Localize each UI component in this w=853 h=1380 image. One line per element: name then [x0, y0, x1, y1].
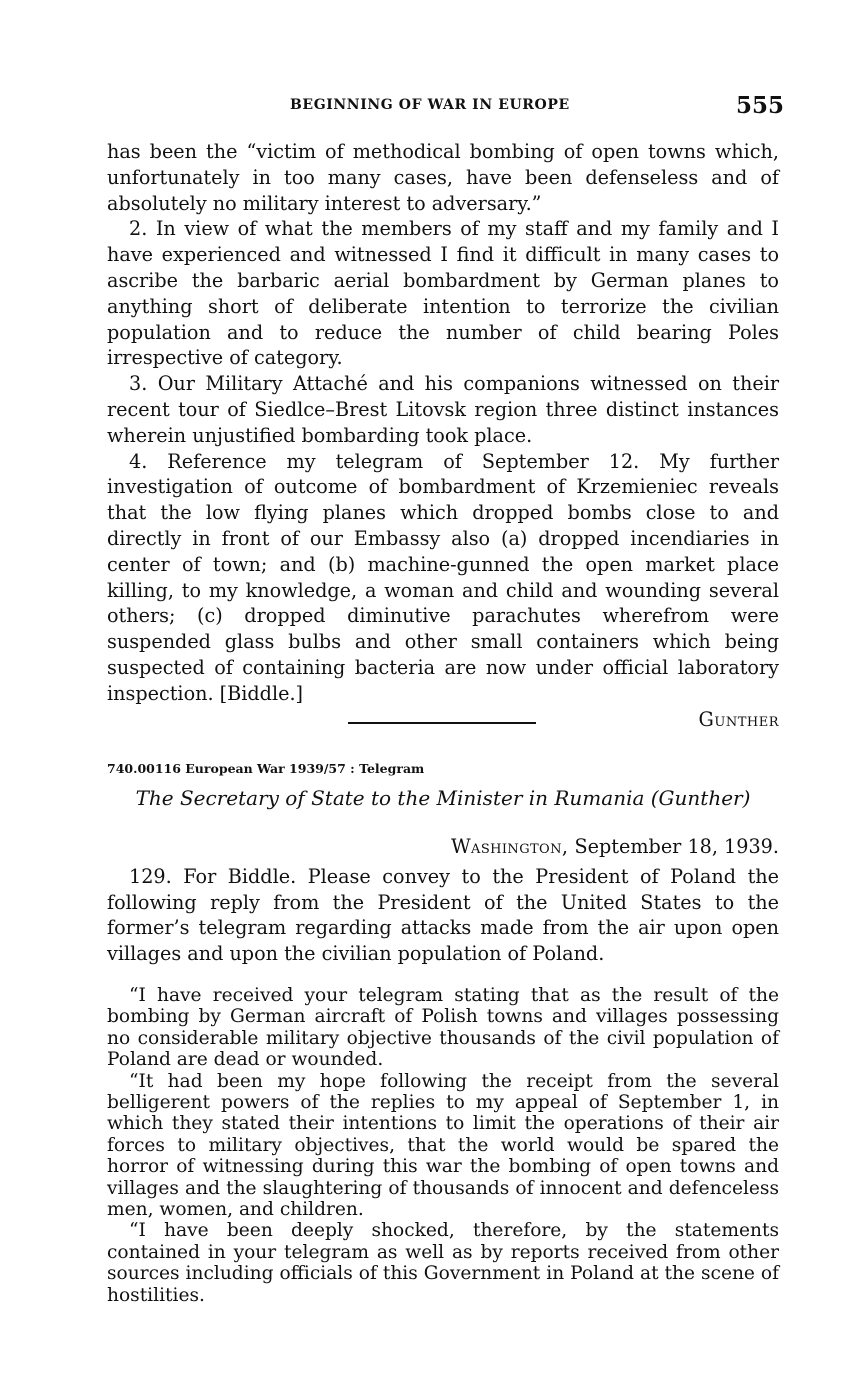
- telegram-continuation: [107, 139, 779, 732]
- paragraph-3: 3. Our Military Attaché and his companions witnessed on their recent tour of Siedlce–Brest Litovsk region three distinct instances wherein unjustified bombarding took place.: [107, 372, 779, 447]
- dateline-date: September 18, 1939.: [568, 835, 779, 858]
- telegram-body: [107, 834, 779, 967]
- paragraph-2: 2. In view of what the members of my staff and my family and I have experienced and witnessed I find it difficult in many cases to ascribe the barbaric aerial bombardment by German planes to anything short of deliberate intention to terrorize the civilian population and to reduce the number of child bearing Poles irrespective of category.: [107, 217, 779, 370]
- dateline: [107, 834, 779, 860]
- quote-paragraph-3: “I have been deeply shocked, therefore, by the statements contained in your telegram as well as by reports received from other sources including officials of this Government in Poland at the scene of hostilities.: [107, 1220, 779, 1306]
- quote-paragraph-2: “It had been my hope following the receipt from the several belligerent powers of the replies to my appeal of September 1, in which they stated their intentions to limit the operations of their air forces to military objectives, that the world would be spared the horror of witnessing during this war the bombing of open towns and villages and the slaughtering of thousands of innocent and defenceless men, women, and children.: [107, 1070, 779, 1221]
- document-title: The Secretary of State to the Minister in Rumania (Gunther): [135, 786, 751, 810]
- dateline-place: Washington,: [450, 835, 569, 858]
- running-head: [108, 94, 784, 124]
- signature-gunther: Gunther: [698, 707, 779, 731]
- paragraph-129: 129. For Biddle. Please convey to the President of Poland the following reply from the President of the United States to the former’s telegram regarding attacks made from the air upon open villages and upon the civilian population of Poland.: [107, 864, 779, 966]
- page-number: 555: [735, 92, 784, 119]
- paragraph-4: 4. Reference my telegram of September 12. My further investigation of outcome of bombardment of Krzemieniec reveals that the low flying planes which dropped bombs close to and directly in front of our Embassy also (a) dropped incendiaries in center of town; and (b) machine-gunned the open market place killing, to my knowledge, a woman and child and wounding several others; (c) dropped diminutive parachutes wherefrom were suspended glass bulbs and other small containers which being suspected of containing bacteria are now under official laboratory inspection. [Biddle.]: [107, 449, 779, 705]
- section-divider: [348, 722, 536, 724]
- president-reply-quote: [107, 985, 779, 1306]
- running-title: BEGINNING OF WAR IN EUROPE: [290, 97, 570, 113]
- file-reference: 740.00116 European War 1939/57 : Telegram: [107, 761, 425, 776]
- quote-paragraph-1: “I have received your telegram stating that as the result of the bombing by German aircraft of Polish towns and villages possessing no considerable military objective thousands of the civil population of Poland are dead or wounded.: [107, 985, 779, 1071]
- continued-paragraph: has been the “victim of methodical bombing of open towns which, unfortunately in too many cases, have been defenseless and of absolutely no military interest to adversary.”: [107, 140, 779, 215]
